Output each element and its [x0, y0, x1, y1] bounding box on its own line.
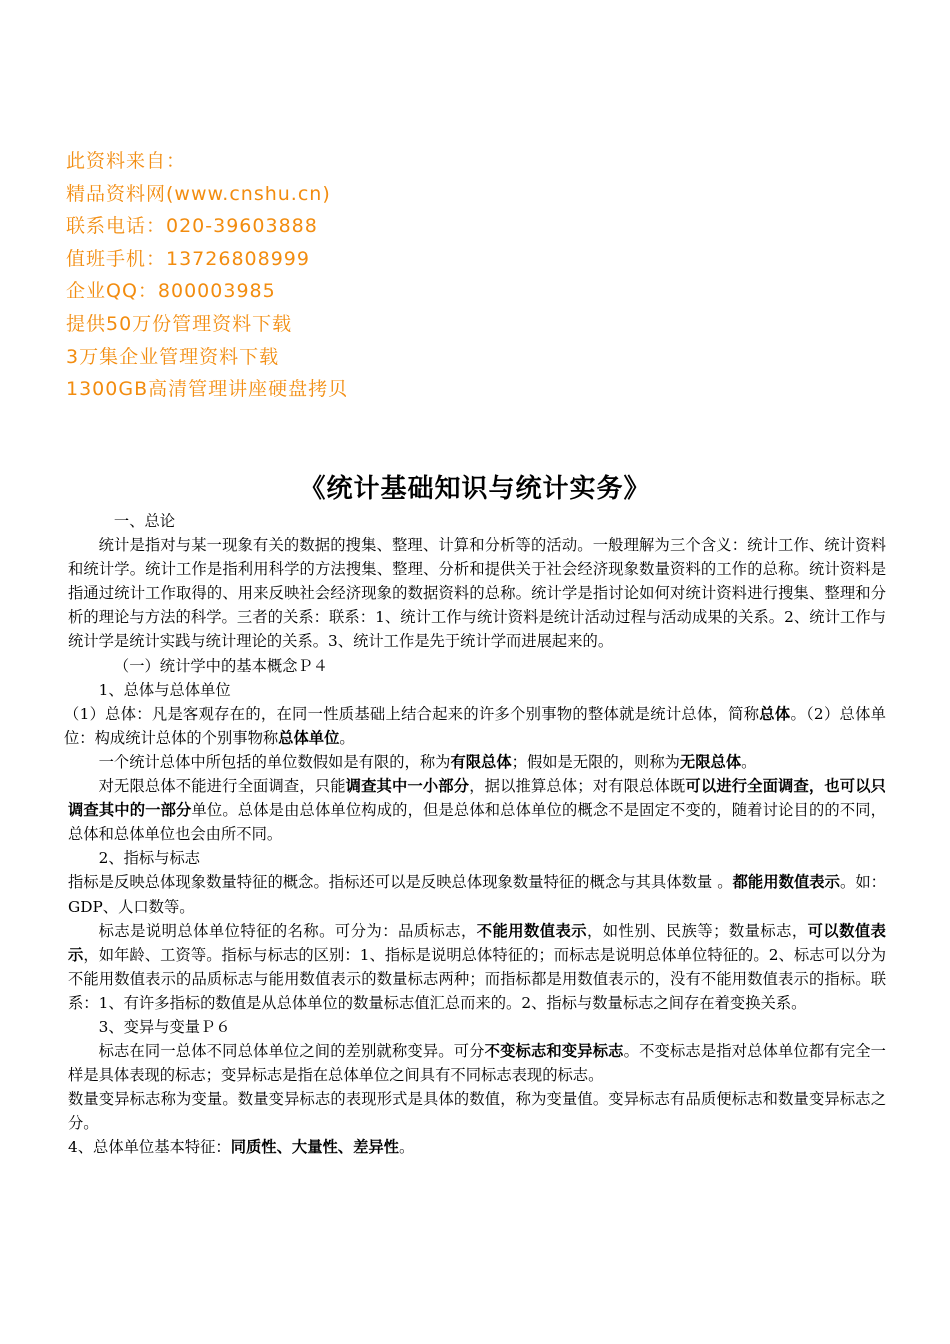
text: 对无限总体不能进行全面调查，只能: [98, 777, 346, 796]
bold-term: 可以进行全面调查，也可以只调查其中的一部分: [68, 777, 886, 820]
promo-line: 1300GB高清管理讲座硬盘拷贝: [66, 378, 349, 401]
text: 。不变标志是指对总体单位都有完全一样是具体表现的标志；变异标志是指在总体单位之间具有不同标志表现的标志。: [68, 1042, 886, 1085]
text: ，如性别、民族等；数量标志，: [587, 921, 808, 940]
bold-term: 总体: [759, 704, 791, 723]
bold-term: 调查其中一小部分: [345, 777, 470, 796]
bold-term: 同质性、大量性、差异性: [230, 1138, 399, 1157]
promo-line: 精品资料网(www.cnshu.cn): [66, 182, 331, 205]
promo-line: 联系电话：020-39603888: [66, 215, 318, 238]
bold-term: 可以数值表示: [68, 921, 886, 964]
promo-line: 提供50万份管理资料下载: [66, 312, 293, 335]
text: 单位。总体是由总体单位构成的，但是总体和总体单位的概念不是固定不变的，随着讨论目的的不同，总体和总体单位也会由所不同。: [68, 801, 886, 844]
paragraph: [64, 702, 886, 750]
promo-line: 3万集企业管理资料下载: [66, 345, 280, 368]
promo-line: 此资料来自：: [66, 150, 187, 172]
subsection-heading: 3、变异与变量Ｐ６: [98, 1017, 231, 1036]
bold-term: 总体单位: [278, 728, 340, 747]
document-title: 《统计基础知识与统计实务》: [299, 474, 651, 504]
bold-term: 都能用数值表示: [732, 873, 840, 892]
text: 。: [398, 1138, 415, 1157]
paragraph: [68, 774, 886, 846]
subsection-heading: （一）统计学中的基本概念Ｐ４: [113, 656, 329, 675]
paragraph: 数量变异标志称为变量。数量变异标志的表现形式是具体的数值，称为变量值。变异标志有品质便标志和数量变异标志之分。: [68, 1090, 886, 1133]
paragraph: 统计是指对与某一现象有关的数据的搜集、整理、计算和分析等的活动。一般理解为三个含义：统计工作、统计资料和统计学。统计工作是指利用科学的方法搜集、整理、分析和提供关于社会经济现象数量资料的工作的总称。统计资料是指通过统计工作取得的、用来反映社会经济现象的数据资料的总称。统计学是指讨论如何对统计资料进行搜集、整理和分析的理论与方法的科学。三者的关系：联系：1、统计工作与统计资料是统计活动过程与活动成果的关系。2、统计工作与统计学是统计实践与统计理论的关系。3、统计工作是先于统计学而进展起来的。: [68, 536, 886, 651]
text: 4、总体单位基本特征：: [68, 1138, 231, 1157]
source-info-block: [66, 145, 348, 406]
text: ，如年龄、工资等。指标与标志的区别：1、指标是说明总体特征的；而标志是说明总体单位特征的。2、标志可以分为不能用数值表示的品质标志与能用数值表示的数量标志两种；而指标都是用数值表示的，没有不能用数值表示的指标。联系：1、有许多指标的数值是从总体单位的数量标志值汇总而来的。2、指标与数量标志之间存在着变换关系。: [68, 945, 886, 1012]
text: 。: [339, 728, 355, 747]
promo-line: 企业QQ：800003985: [66, 280, 276, 303]
promo-line: 值班手机：13726808999: [66, 247, 310, 270]
text: 。（2）总体单位：构成统计总体的个别事物称: [64, 704, 886, 747]
bold-term: 无限总体: [679, 752, 742, 771]
bold-term: 不变标志和变异标志: [484, 1042, 624, 1061]
paragraph: [68, 750, 886, 774]
text: 标志是说明总体单位特征的名称。可分为：品质标志，: [98, 921, 477, 940]
text: 。如：GDP、人口数等。: [68, 873, 886, 916]
paragraph: [68, 870, 886, 918]
text: ；假如是无限的，则称为: [511, 752, 680, 771]
document-body: [64, 509, 886, 1160]
bold-term: 有限总体: [450, 752, 512, 771]
text: 。: [741, 752, 757, 771]
bold-term: 不能用数值表示: [476, 921, 588, 940]
text: 指标是反映总体现象数量特征的概念。指标还可以是反映总体现象数量特征的概念与其具体数量 。: [68, 873, 733, 892]
subsection-heading: 2、指标与标志: [98, 849, 201, 868]
text: 一个统计总体中所包括的单位数假如是有限的，称为: [98, 752, 451, 771]
text: 标志在同一总体不同总体单位之间的差别就称变异。可分: [98, 1042, 485, 1061]
paragraph: [68, 1135, 886, 1159]
subsection-heading: 1、总体与总体单位: [98, 680, 231, 699]
paragraph: [68, 919, 886, 1015]
text: （1）总体：凡是客观存在的，在同一性质基础上结合起来的许多个别事物的整体就是统计总体，简称: [64, 704, 760, 723]
section-heading: 一、总论: [113, 512, 176, 530]
text: ，据以推算总体；对有限总体既: [469, 777, 686, 796]
paragraph: [68, 1039, 886, 1087]
